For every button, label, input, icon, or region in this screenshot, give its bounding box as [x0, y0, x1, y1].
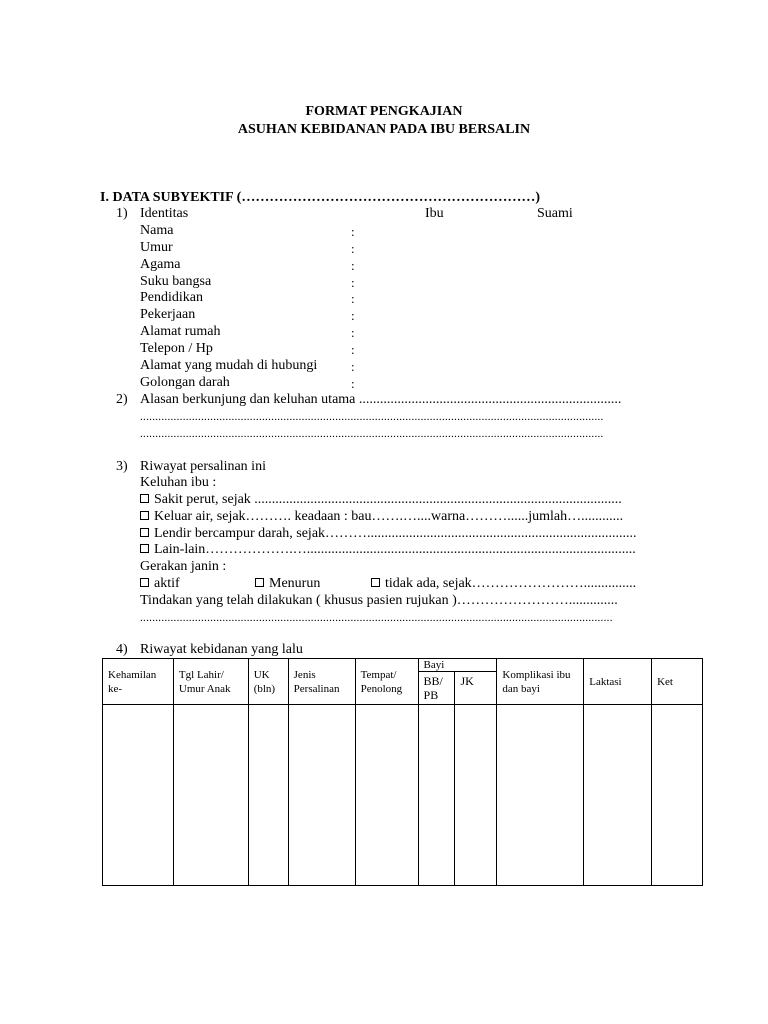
keluhan-option-keluar-air: Keluar air, sejak………. keadaan : bau…….…....warna………......jumlah…............	[140, 509, 675, 525]
item3-number: 3)	[116, 459, 128, 474]
alasan-answer-line: ........................................................................................................................................................	[140, 411, 604, 423]
field-colon: :	[351, 376, 355, 391]
header-uk: UK (bln)	[248, 659, 288, 705]
field-colon: :	[351, 342, 355, 357]
field-colon: :	[351, 275, 355, 290]
keluhan-option-sakit-perut: Sakit perut, sejak .........................................................................................................	[140, 492, 675, 508]
table-cell[interactable]	[248, 705, 288, 886]
checkbox-icon[interactable]	[140, 494, 149, 503]
table-cell[interactable]	[584, 705, 652, 886]
table-cell[interactable]	[173, 705, 248, 886]
field-colon: :	[351, 258, 355, 273]
field-label-pekerjaan: Pekerjaan	[140, 307, 196, 322]
field-colon: :	[351, 291, 355, 306]
header-bayi: Bayi	[418, 659, 497, 672]
checkbox-icon[interactable]	[255, 578, 264, 587]
riwayat-persalinan-label: Riwayat persalinan ini	[140, 459, 266, 474]
riwayat-kebidanan-table	[102, 658, 703, 886]
header-tgl-lahir: Tgl Lahir/ Umur Anak	[173, 659, 248, 705]
riwayat-kebidanan-label: Riwayat kebidanan yang lalu	[140, 642, 303, 657]
gerakan-option-tidak-ada: tidak ada, sejak……………………...............	[371, 576, 675, 592]
column-header-ibu: Ibu	[425, 206, 444, 221]
table-cell[interactable]	[497, 705, 584, 886]
checkbox-icon[interactable]	[140, 578, 149, 587]
gerakan-option-menurun: Menurun	[255, 576, 320, 592]
table-cell[interactable]	[652, 705, 703, 886]
field-label-alamat-rumah: Alamat rumah	[140, 324, 221, 339]
header-komplikasi: Komplikasi ibu dan bayi	[497, 659, 584, 705]
header-tempat-penolong: Tempat/ Penolong	[355, 659, 418, 705]
field-label-nama: Nama	[140, 223, 174, 238]
header-kehamilan: Kehamilan ke-	[103, 659, 174, 705]
header-bb-pb: BB/ PB	[418, 672, 455, 705]
field-label-telepon: Telepon / Hp	[140, 341, 213, 356]
checkbox-icon[interactable]	[371, 578, 380, 587]
header-laktasi: Laktasi	[584, 659, 652, 705]
table-cell[interactable]	[455, 705, 497, 886]
identitas-label: Identitas	[140, 206, 189, 221]
header-ket: Ket	[652, 659, 703, 705]
table-cell[interactable]	[288, 705, 355, 886]
keluhan-option-lain-lain: Lain-lain……………….…..............................................................................................	[140, 542, 675, 558]
field-label-suku-bangsa: Suku bangsa	[140, 274, 212, 289]
tindakan-label: Tindakan yang telah dilakukan ( khusus pasien rujukan )……………………..............	[140, 593, 618, 608]
item1-number: 1)	[116, 206, 128, 221]
table-cell[interactable]	[103, 705, 174, 886]
field-label-pendidikan: Pendidikan	[140, 290, 203, 305]
keluhan-ibu-label: Keluhan ibu :	[140, 475, 217, 490]
column-header-suami: Suami	[537, 206, 573, 221]
table-row	[103, 705, 703, 886]
tindakan-answer-line: ...........................................................................................................................................................	[140, 612, 613, 624]
keluhan-option-lendir: Lendir bercampur darah, sejak……….............................................................................	[140, 526, 675, 542]
checkbox-icon[interactable]	[140, 511, 149, 520]
checkbox-icon[interactable]	[140, 544, 149, 553]
field-colon: :	[351, 241, 355, 256]
field-label-agama: Agama	[140, 257, 181, 272]
field-label-umur: Umur	[140, 240, 173, 255]
gerakan-option-aktif: aktif	[140, 576, 180, 592]
field-colon: :	[351, 359, 355, 374]
field-label-alamat-mudah-dihubungi: Alamat yang mudah di hubungi	[140, 358, 318, 373]
document-title-line1: FORMAT PENGKAJIAN	[305, 104, 463, 119]
header-jenis-persalinan: Jenis Persalinan	[288, 659, 355, 705]
field-label-golongan-darah: Golongan darah	[140, 375, 230, 390]
item2-number: 2)	[116, 392, 128, 407]
table-cell[interactable]	[355, 705, 418, 886]
header-jk: JK	[455, 672, 497, 705]
field-colon: :	[351, 325, 355, 340]
field-colon: :	[351, 224, 355, 239]
document-title-line2: ASUHAN KEBIDANAN PADA IBU BERSALIN	[237, 122, 531, 137]
gerakan-janin-label: Gerakan janin :	[140, 559, 227, 574]
alasan-answer-line: ........................................................................................................................................................	[140, 428, 604, 440]
section-heading-data-subyektif: I. DATA SUBYEKTIF (………………………………………………………)	[100, 190, 540, 205]
checkbox-icon[interactable]	[140, 528, 149, 537]
item4-number: 4)	[116, 642, 128, 657]
field-colon: :	[351, 308, 355, 323]
table-cell[interactable]	[418, 705, 455, 886]
alasan-berkunjung-label: Alasan berkunjung dan keluhan utama ...........................................................................	[140, 392, 622, 407]
